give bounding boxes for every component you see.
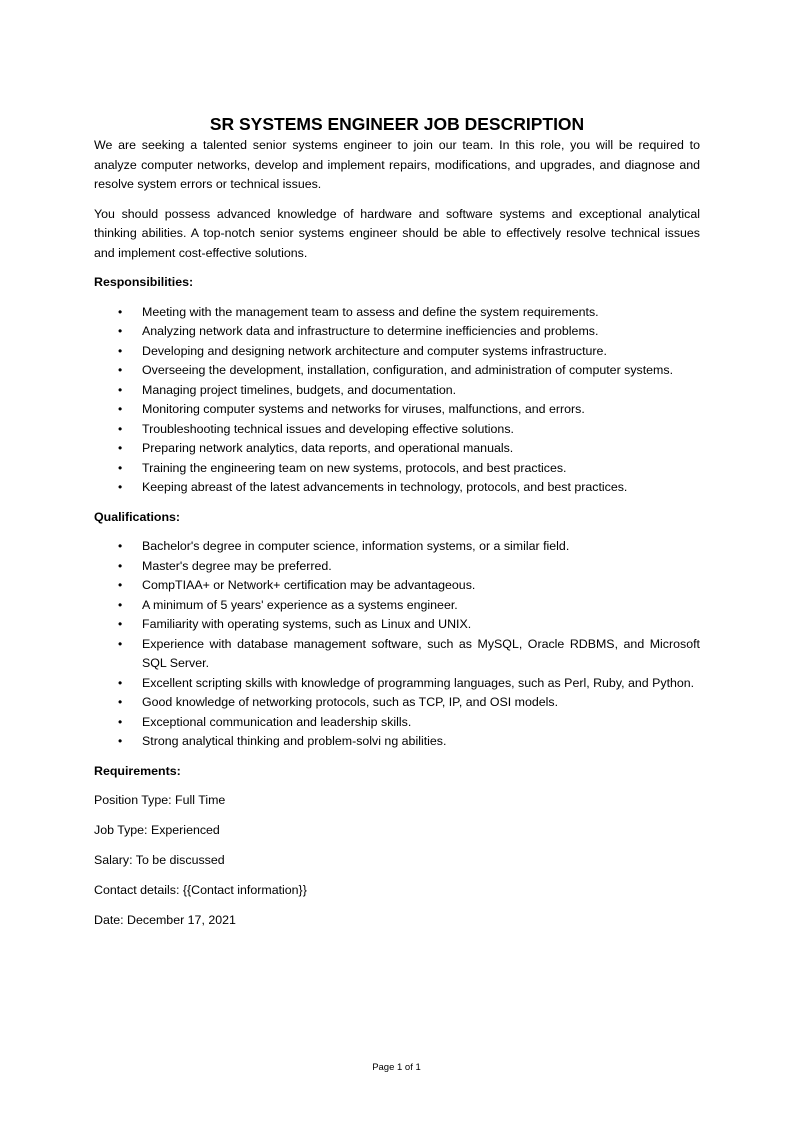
qualifications-heading: Qualifications: <box>94 509 181 524</box>
list-item-text: Managing project timelines, budgets, and documentation. <box>142 382 457 397</box>
list-item <box>94 342 700 362</box>
qualifications-list <box>94 537 700 752</box>
list-item-text: Preparing network analytics, data reports, and operational manuals. <box>142 441 514 455</box>
list-item-text: Training the engineering team on new systems, protocols, and best practices. <box>142 460 567 475</box>
list-item <box>94 576 700 596</box>
list-item <box>94 478 700 498</box>
list-item-text: Keeping abreast of the latest advancements in technology, protocols, and best practices. <box>142 480 628 494</box>
list-item <box>94 420 700 440</box>
list-item <box>94 557 700 577</box>
list-item <box>94 713 700 733</box>
job-type: Job Type: Experienced <box>94 823 220 837</box>
list-item-text: Developing and designing network architecture and computer systems infrastructure. <box>142 343 607 358</box>
list-item <box>94 439 700 459</box>
requirements-heading: Requirements: <box>94 763 181 778</box>
bullet-icon: • <box>118 421 123 436</box>
list-item-text: Monitoring computer systems and networks for viruses, malfunctions, and errors. <box>142 402 585 416</box>
list-item <box>94 615 700 635</box>
date: Date: December 17, 2021 <box>94 913 236 927</box>
list-item-text: Master's degree may be preferred. <box>142 558 332 573</box>
intro-paragraph-1: We are seeking a talented senior systems engineer to join our team. In this role, you will be required to analyze computer networks, develop and implement repairs, modifications, and upgrades, and diagnose and resolve system errors or technical issues. <box>94 138 700 191</box>
list-item <box>94 303 700 323</box>
position-type: Position Type: Full Time <box>94 793 226 807</box>
bullet-icon: • <box>118 675 123 690</box>
bullet-icon: • <box>118 714 123 729</box>
bullet-icon: • <box>118 480 123 494</box>
list-item-text: Strong analytical thinking and problem-solvi ng abilities. <box>142 734 447 748</box>
salary: Salary: To be discussed <box>94 853 225 867</box>
bullet-icon: • <box>118 734 123 748</box>
bullet-icon: • <box>118 539 123 553</box>
list-item-text: Excellent scripting skills with knowledge of programming languages, such as Perl, Ruby, and Python. <box>142 675 695 690</box>
bullet-icon: • <box>118 304 123 319</box>
list-item <box>94 674 700 694</box>
list-item <box>94 459 700 479</box>
list-item-text: Analyzing network data and infrastructure to determine inefficiencies and problems. <box>142 324 599 338</box>
list-item-text: A minimum of 5 years' experience as a systems engineer. <box>142 597 458 612</box>
document-page <box>94 112 700 941</box>
list-item <box>94 596 700 616</box>
list-item-text: Exceptional communication and leadership skills. <box>142 714 412 729</box>
list-item <box>94 635 700 674</box>
list-item-text: Bachelor's degree in computer science, information systems, or a similar field. <box>142 539 570 553</box>
list-item <box>94 537 700 557</box>
list-item <box>94 361 700 381</box>
bullet-icon: • <box>118 460 123 475</box>
intro-paragraph-2: You should possess advanced knowledge of hardware and software systems and exceptional analytical thinking abilities. A top-notch senior systems engineer should be able to effectively resolve technical issues and implement cost-effective solutions. <box>94 206 700 260</box>
list-item <box>94 381 700 401</box>
bullet-icon: • <box>118 695 123 709</box>
bullet-icon: • <box>118 597 123 612</box>
document-title: SR SYSTEMS ENGINEER JOB DESCRIPTION <box>209 114 585 134</box>
bullet-icon: • <box>118 382 123 397</box>
responsibilities-list <box>94 303 700 498</box>
bullet-icon: • <box>118 578 123 592</box>
list-item <box>94 732 700 752</box>
bullet-icon: • <box>118 363 123 377</box>
list-item-text: Overseeing the development, installation, configuration, and administration of computer systems. <box>142 363 674 377</box>
list-item-text: Troubleshooting technical issues and developing effective solutions. <box>142 421 514 436</box>
bullet-icon: • <box>118 324 123 338</box>
contact-details: Contact details: {{Contact information}} <box>94 883 307 897</box>
list-item <box>94 322 700 342</box>
list-item-text: Familiarity with operating systems, such as Linux and UNIX. <box>142 617 472 631</box>
list-item-text: Good knowledge of networking protocols, such as TCP, IP, and OSI models. <box>142 695 559 709</box>
bullet-icon: • <box>118 617 123 631</box>
list-item <box>94 400 700 420</box>
bullet-icon: • <box>118 441 123 455</box>
bullet-icon: • <box>118 343 123 358</box>
page-number: Page 1 of 1 <box>372 1062 421 1073</box>
list-item-text: Meeting with the management team to assess and define the system requirements. <box>142 304 599 319</box>
bullet-icon: • <box>118 636 123 651</box>
list-item-text: CompTIAA+ or Network+ certification may be advantageous. <box>142 578 476 592</box>
list-item-text: Experience with database management software, such as MySQL, Oracle RDBMS, and Microsoft SQL Server. <box>142 636 700 670</box>
bullet-icon: • <box>118 402 123 416</box>
bullet-icon: • <box>118 558 123 573</box>
responsibilities-heading: Responsibilities: <box>94 275 194 289</box>
list-item <box>94 693 700 713</box>
